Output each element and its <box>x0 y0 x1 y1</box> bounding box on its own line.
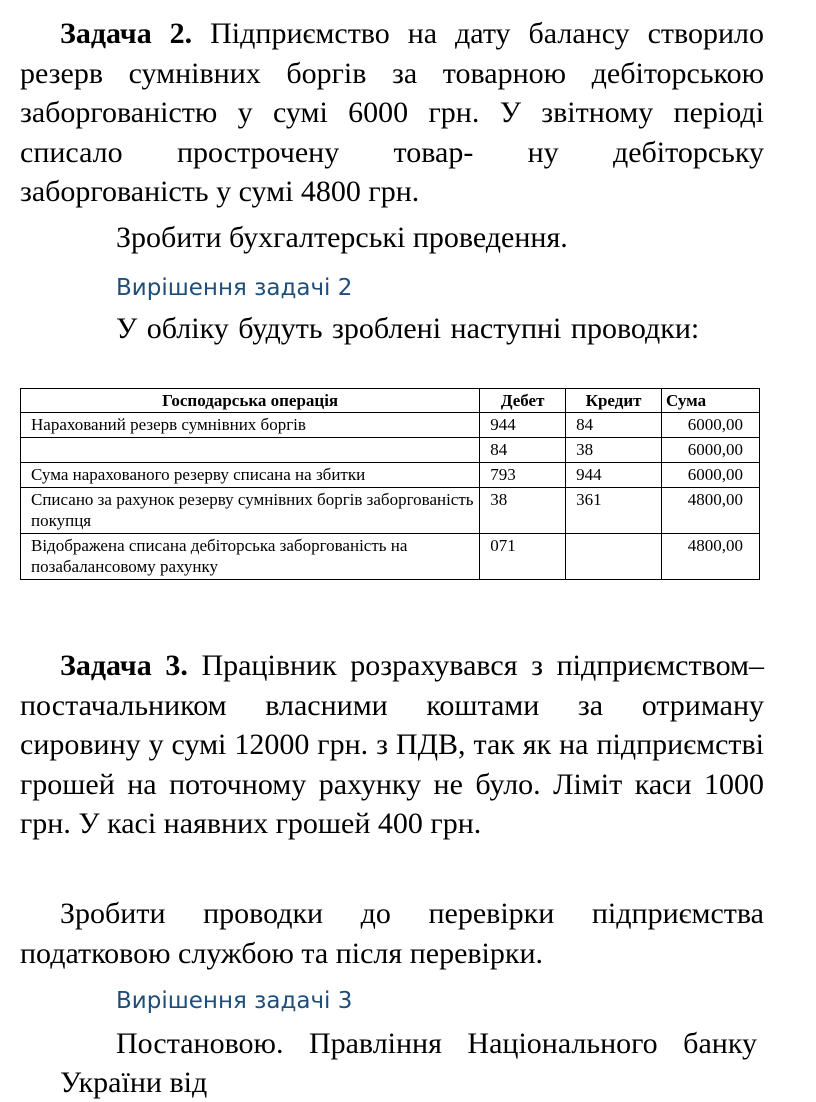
task3-text: Працівник розрахувався з підприємством–постачальником власними коштами за отриману сировину у сумі 12000 грн. з ПДВ, так як на підприємстві грошей на поточному рахунку не було. Ліміт каси 1000 грн. У касі наявних грошей 400 грн. <box>20 649 764 840</box>
task3-solution-line1: Постановою. Правління Національного банку <box>116 1027 757 1060</box>
cell-debit: 38 <box>480 488 566 534</box>
header-credit: Кредит <box>566 389 662 413</box>
task3-solution-heading: Вирішення задачі 3 <box>116 988 353 1014</box>
task2-instruction: Зробити бухгалтерські проведення. <box>116 221 568 254</box>
cell-operation: Сума нарахованого резерву списана на збитки <box>21 463 480 488</box>
cell-sum: 6000,00 <box>662 463 760 488</box>
header-debit: Дебет <box>480 389 566 413</box>
cell-sum: 6000,00 <box>662 413 760 438</box>
task3-solution-line2: України від <box>60 1066 208 1099</box>
cell-operation: Списано за рахунок резерву сумнівних боргів заборгованість покупця <box>21 488 480 534</box>
header-sum: Сума <box>662 389 760 413</box>
table-row <box>21 488 760 534</box>
journal-entries-table <box>20 388 760 580</box>
cell-operation: Відображена списана дебіторська заборгованість на позабалансовому рахунку <box>21 534 480 580</box>
table-row <box>21 463 760 488</box>
cell-operation <box>21 438 480 463</box>
cell-sum: 4800,00 <box>662 534 760 580</box>
task2-text: Підприємство на дату балансу створило резерв сумнівних боргів за товарною дебіторською заборгованістю у сумі 6000 грн. У звітному періоді списало прострочену товар- ну дебіторську заборгованість у сумі 4800 грн. <box>20 17 764 208</box>
cell-debit: 071 <box>480 534 566 580</box>
header-operation: Господарська операція <box>21 389 480 413</box>
cell-debit: 944 <box>480 413 566 438</box>
cell-credit: 38 <box>566 438 662 463</box>
cell-debit: 84 <box>480 438 566 463</box>
task3-paragraph <box>20 646 764 844</box>
cell-sum: 6000,00 <box>662 438 760 463</box>
task2-label: Задача 2. <box>60 17 193 50</box>
cell-credit <box>566 534 662 580</box>
task2-paragraph <box>20 14 764 212</box>
cell-sum: 4800,00 <box>662 488 760 534</box>
cell-debit: 793 <box>480 463 566 488</box>
task2-solution-heading: Вирішення задачі 2 <box>116 275 353 301</box>
cell-credit: 84 <box>566 413 662 438</box>
table-header-row <box>21 389 760 413</box>
task2-solution-intro: У обліку будуть зроблені наступні проводки: <box>116 312 700 345</box>
task3-instruction: Зробити проводки до перевірки підприємства податковою службою та після перевірки. <box>20 897 764 970</box>
table-row <box>21 534 760 580</box>
cell-operation: Нарахований резерв сумнівних боргів <box>21 413 480 438</box>
table-row <box>21 413 760 438</box>
cell-credit: 361 <box>566 488 662 534</box>
cell-credit: 944 <box>566 463 662 488</box>
task3-label: Задача 3. <box>60 649 188 682</box>
table-row <box>21 438 760 463</box>
